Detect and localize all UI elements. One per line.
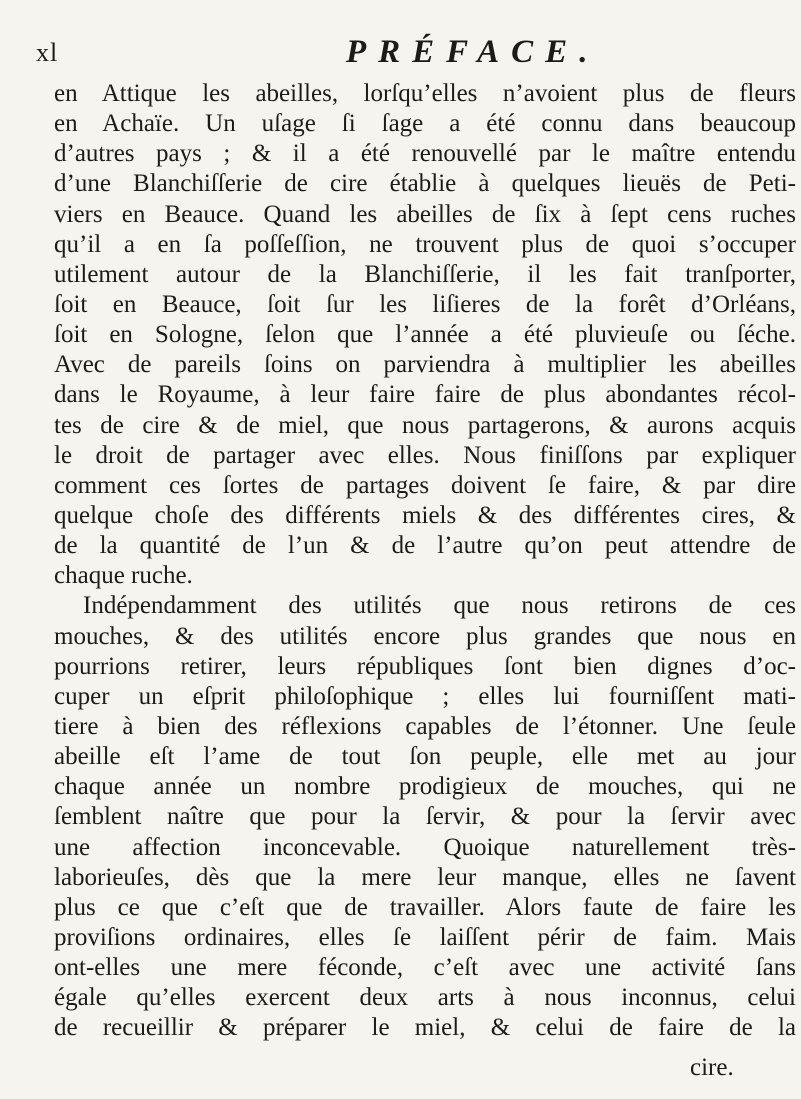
text-line: d’une Blanchiſſerie de cire établie à quelques lieuës de Peti- (54, 170, 796, 198)
text-line: ſoit en Beauce, ſoit ſur les liſieres de la forêt d’Orléans, (54, 290, 796, 318)
body-text (54, 79, 796, 1044)
text-line: en Achaïe. Un uſage ſi ſage a été connu dans beaucoup (54, 110, 796, 138)
text-line: abeille eſt l’ame de tout ſon peuple, elle met au jour (54, 743, 796, 771)
page-header (28, 34, 768, 74)
text-line: ont-elles une mere féconde, c’eſt avec une activité ſans (54, 954, 796, 982)
text-line: le droit de partager avec elles. Nous finiſſons par expliquer (54, 441, 796, 469)
text-line: chaque ruche. (54, 562, 193, 590)
text-line: viers en Beauce. Quand les abeilles de ſix à ſept cens ruches (54, 200, 796, 228)
text-line: utilement autour de la Blanchiſſerie, il les fait tranſporter, (54, 260, 796, 288)
text-line: quelque choſe des différents miels & des différentes cires, & (54, 501, 796, 529)
text-line: chaque année un nombre prodigieux de mouches, qui ne (54, 773, 796, 801)
text-line: une affection inconcevable. Quoique naturellement très- (54, 833, 796, 861)
text-line: Avec de pareils ſoins on parviendra à multiplier les abeilles (54, 351, 796, 379)
text-line: dans le Royaume, à leur faire faire de plus abondantes récol- (54, 381, 796, 409)
text-line: ſemblent naître que pour la ſervir, & pour la ſervir avec (54, 803, 796, 831)
text-line: Indépendamment des utilités que nous retirons de ces (83, 592, 796, 620)
text-line: tes de cire & de miel, que nous partagerons, & aurons acquis (54, 411, 796, 439)
text-line: mouches, & des utilités encore plus grandes que nous en (54, 622, 796, 650)
text-line: pourrions retirer, leurs républiques ſont bien dignes d’oc- (54, 652, 796, 680)
page-number: xl (36, 38, 59, 67)
text-line: en Attique les abeilles, lorſqu’elles n’avoient plus de fleurs (54, 80, 796, 107)
text-line: ſoit en Sologne, ſelon que l’année a été pluvieuſe ou ſéche. (54, 321, 796, 349)
text-line: plus ce que c’eſt que de travailler. Alors faute de faire les (54, 893, 796, 921)
text-line: cuper un eſprit philoſophique ; elles lui fourniſſent mati- (54, 682, 796, 710)
text-line: de recueillir & préparer le miel, & celui de faire de la (54, 1014, 796, 1042)
running-title: PRÉFACE. (346, 34, 600, 70)
text-line: d’autres pays ; & il a été renouvellé par le maître entendu (54, 140, 796, 168)
text-line: laborieuſes, dès que la mere leur manque, elles ne ſavent (54, 863, 796, 891)
text-line: comment ces ſortes de partages doivent ſe faire, & par dire (54, 471, 796, 499)
catchword: cire. (690, 1054, 734, 1081)
text-line: tiere à bien des réflexions capables de l’étonner. Une ſeule (54, 712, 796, 740)
text-line: qu’il a en ſa poſſeſſion, ne trouvent plus de quoi s’occuper (54, 230, 796, 258)
text-line: proviſions ordinaires, elles ſe laiſſent périr de faim. Mais (54, 923, 796, 951)
text-line: égale qu’elles exercent deux arts à nous inconnus, celui (54, 984, 796, 1012)
text-line: de la quantité de l’un & de l’autre qu’on peut attendre de (54, 532, 796, 560)
